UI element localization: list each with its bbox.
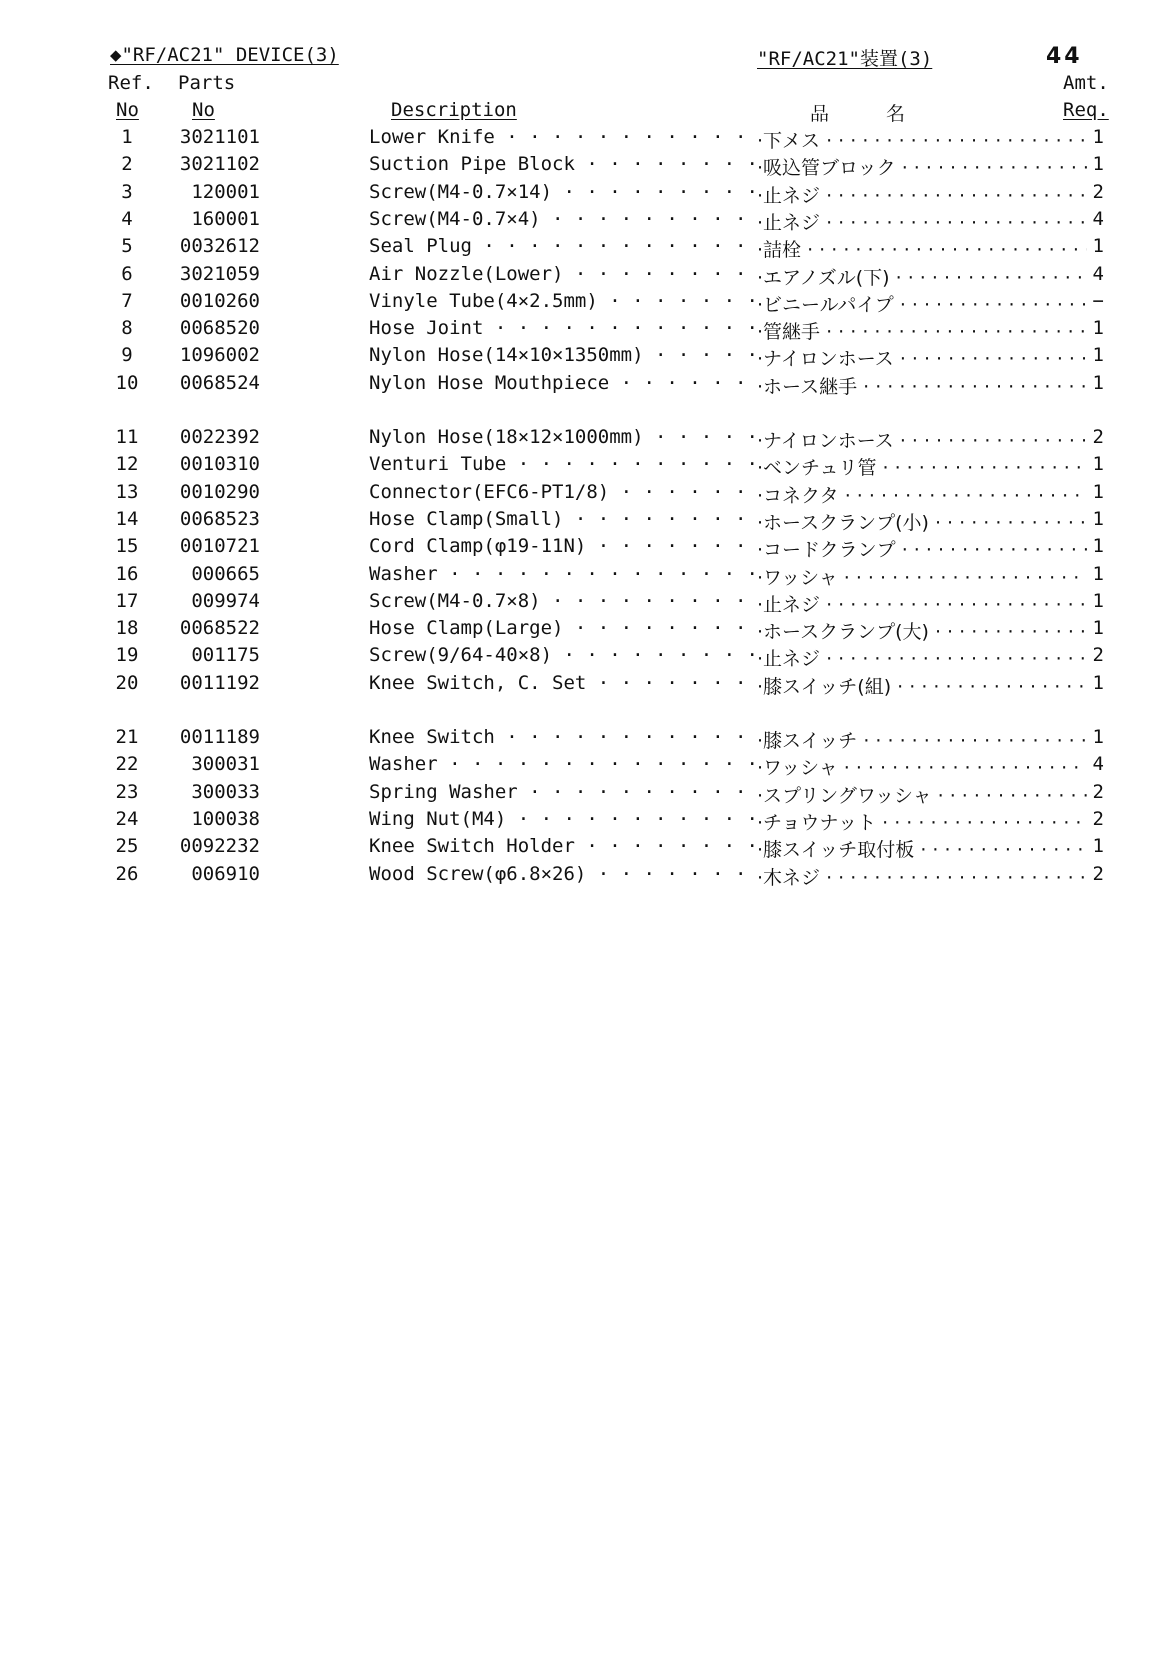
table-row <box>0 726 1175 753</box>
amount-required: 1 <box>1088 481 1104 503</box>
table-row <box>0 453 1175 480</box>
amount-required: 4 <box>1088 753 1104 775</box>
part-number: 0010260 <box>179 289 260 312</box>
part-description: Knee Switch, C. Set · · · <box>369 672 755 694</box>
part-description: Venturi Tube · · · <box>369 453 755 475</box>
part-number: 006910 <box>191 862 260 885</box>
part-name-japanese: · 膝スイッチ取付板 · · · <box>757 835 1087 862</box>
amount-required: 1 <box>1088 344 1104 366</box>
part-name-japanese: · ナイロンホース · · · <box>757 426 1087 453</box>
part-name-japanese: · 止ネジ · · · <box>757 181 1087 208</box>
part-number: 1096002 <box>179 344 260 367</box>
amount-required: 1 <box>1088 235 1104 257</box>
part-name-japanese: · エアノズル(下) · · · <box>757 263 1087 290</box>
part-name-japanese: · 止ネジ · · · <box>757 644 1087 671</box>
part-description: Spring Washer · · · <box>369 781 755 803</box>
ref-number: 3 <box>121 180 133 203</box>
section-title-english: ◆"RF/AC21" DEVICE(3) <box>110 44 339 66</box>
page-number: 44 <box>1046 44 1083 69</box>
part-name-japanese: · 膝スイッチ · · · <box>757 726 1087 753</box>
amount-required: 1 <box>1088 153 1104 175</box>
part-number: 0010721 <box>179 535 260 558</box>
part-description: Screw(9/64-40×8) · · · <box>369 644 755 666</box>
part-description: Hose Clamp(Small) · · · <box>369 508 755 530</box>
ref-number: 23 <box>115 780 139 803</box>
part-name-japanese: · 吸込管ブロック · · · <box>757 153 1087 180</box>
part-description: Washer · · · <box>369 753 755 775</box>
part-name-japanese: · ワッシャ · · · <box>757 563 1087 590</box>
part-name-japanese: · チョウナット · · · <box>757 808 1087 835</box>
part-number: 009974 <box>191 589 260 612</box>
ref-number: 18 <box>115 617 139 640</box>
part-number: 120001 <box>191 180 260 203</box>
part-description: Lower Knife · · · <box>369 126 755 148</box>
amount-required: 1 <box>1088 617 1104 639</box>
part-number: 0010310 <box>179 453 260 476</box>
ref-number: 24 <box>115 807 139 830</box>
ref-number: 12 <box>115 453 139 476</box>
ref-number: 10 <box>115 371 139 394</box>
amount-required: 4 <box>1088 263 1104 285</box>
ref-number: 2 <box>121 153 133 176</box>
part-description: Vinyle Tube(4×2.5mm) · · · <box>369 290 755 312</box>
table-row <box>0 617 1175 644</box>
amount-required: 1 <box>1088 508 1104 530</box>
table-row <box>0 753 1175 780</box>
ref-number: 8 <box>121 317 133 340</box>
part-description: Screw(M4-0.7×14) · · · <box>369 181 755 203</box>
part-name-japanese: · 管継手 · · · <box>757 317 1087 344</box>
table-row <box>0 508 1175 535</box>
table-row <box>0 317 1175 344</box>
part-description: Hose Clamp(Large) · · · <box>369 617 755 639</box>
part-number: 0010290 <box>179 480 260 503</box>
part-name-japanese: · ホースクランプ(大) · · · <box>757 617 1087 644</box>
part-description: Connector(EFC6-PT1/8) · · · <box>369 481 755 503</box>
part-number: 300033 <box>191 780 260 803</box>
table-row <box>0 863 1175 890</box>
amount-required: 1 <box>1088 317 1104 339</box>
part-name-japanese: · コネクタ · · · <box>757 481 1087 508</box>
part-description: Knee Switch · · · <box>369 726 755 748</box>
table-row <box>0 672 1175 699</box>
amount-required: 1 <box>1088 563 1104 585</box>
part-number: 0068523 <box>179 507 260 530</box>
column-header-ref-no: No <box>116 99 139 121</box>
column-header-req: Req. <box>1063 99 1109 121</box>
part-name-japanese: · 止ネジ · · · <box>757 208 1087 235</box>
column-header-description: Description <box>391 99 517 121</box>
table-row <box>0 808 1175 835</box>
section-title-japanese: "RF/AC21"装置(3) <box>757 48 933 70</box>
amount-required: 1 <box>1088 126 1104 148</box>
table-row <box>0 535 1175 562</box>
part-description: Knee Switch Holder · · · <box>369 835 755 857</box>
column-header-amt: Amt. <box>1063 72 1109 94</box>
amount-required: − <box>1088 290 1104 312</box>
part-description: Seal Plug · · · <box>369 235 755 257</box>
table-row <box>0 835 1175 862</box>
table-row <box>0 126 1175 153</box>
part-number: 0068520 <box>179 317 260 340</box>
table-row <box>0 344 1175 371</box>
part-number: 0011192 <box>179 671 260 694</box>
ref-number: 13 <box>115 480 139 503</box>
table-row <box>0 372 1175 399</box>
ref-number: 21 <box>115 726 139 748</box>
part-description: Wing Nut(M4) · · · <box>369 808 755 830</box>
table-row <box>0 563 1175 590</box>
ref-number: 14 <box>115 507 139 530</box>
table-row <box>0 208 1175 235</box>
part-name-japanese: · ビニールパイプ · · · <box>757 290 1087 317</box>
amount-required: 2 <box>1088 426 1104 448</box>
ref-number: 26 <box>115 862 139 885</box>
part-description: Nylon Hose(18×12×1000mm) · · · <box>369 426 755 448</box>
part-number: 000665 <box>191 562 260 585</box>
ref-number: 16 <box>115 562 139 585</box>
ref-number: 7 <box>121 289 133 312</box>
part-number: 0092232 <box>179 835 260 858</box>
part-name-japanese: · 膝スイッチ(組) · · · <box>757 672 1087 699</box>
ref-number: 25 <box>115 835 139 858</box>
column-header-japanese-name: 品 名 <box>810 103 906 125</box>
part-name-japanese: · ベンチュリ管 · · · <box>757 453 1087 480</box>
part-number: 300031 <box>191 753 260 776</box>
part-description: Suction Pipe Block · · · <box>369 153 755 175</box>
part-number: 100038 <box>191 807 260 830</box>
ref-number: 1 <box>121 126 133 148</box>
part-description: Screw(M4-0.7×8) · · · <box>369 590 755 612</box>
amount-required: 2 <box>1088 181 1104 203</box>
ref-number: 17 <box>115 589 139 612</box>
table-row <box>0 426 1175 453</box>
ref-number: 5 <box>121 235 133 258</box>
part-name-japanese: · ホースクランプ(小) · · · <box>757 508 1087 535</box>
part-name-japanese: · スプリングワッシャ · · · <box>757 781 1087 808</box>
amount-required: 2 <box>1088 808 1104 830</box>
amount-required: 1 <box>1088 372 1104 394</box>
column-header-parts: Parts <box>178 72 236 94</box>
column-header-ref: Ref. <box>108 72 154 94</box>
table-row <box>0 290 1175 317</box>
part-description: Hose Joint · · · <box>369 317 755 339</box>
part-number: 001175 <box>191 644 260 667</box>
amount-required: 1 <box>1088 835 1104 857</box>
amount-required: 1 <box>1088 535 1104 557</box>
part-description: Air Nozzle(Lower) · · · <box>369 263 755 285</box>
table-row <box>0 235 1175 262</box>
ref-number: 15 <box>115 535 139 558</box>
amount-required: 1 <box>1088 726 1104 748</box>
ref-number: 6 <box>121 262 133 285</box>
part-number: 0011189 <box>179 726 260 748</box>
part-name-japanese: · ワッシャ · · · <box>757 753 1087 780</box>
part-number: 0032612 <box>179 235 260 258</box>
part-number: 0068524 <box>179 371 260 394</box>
amount-required: 4 <box>1088 208 1104 230</box>
part-description: Screw(M4-0.7×4) · · · <box>369 208 755 230</box>
part-number: 3021059 <box>179 262 260 285</box>
table-row <box>0 590 1175 617</box>
table-row <box>0 263 1175 290</box>
amount-required: 1 <box>1088 672 1104 694</box>
table-row <box>0 153 1175 180</box>
part-number: 3021102 <box>179 153 260 176</box>
amount-required: 1 <box>1088 590 1104 612</box>
part-description: Washer · · · <box>369 563 755 585</box>
ref-number: 19 <box>115 644 139 667</box>
ref-number: 4 <box>121 207 133 230</box>
part-name-japanese: · 下メス · · · <box>757 126 1087 153</box>
ref-number: 9 <box>121 344 133 367</box>
part-name-japanese: · 止ネジ · · · <box>757 590 1087 617</box>
part-number: 3021101 <box>179 126 260 148</box>
part-name-japanese: · 木ネジ · · · <box>757 863 1087 890</box>
amount-required: 2 <box>1088 781 1104 803</box>
part-number: 160001 <box>191 207 260 230</box>
part-name-japanese: · ナイロンホース · · · <box>757 344 1087 371</box>
part-number: 0022392 <box>179 426 260 448</box>
part-number: 0068522 <box>179 617 260 640</box>
table-row <box>0 781 1175 808</box>
table-row <box>0 181 1175 208</box>
table-row <box>0 644 1175 671</box>
part-name-japanese: · 詰栓 · · · <box>757 235 1087 262</box>
part-description: Cord Clamp(φ19-11N) · · · <box>369 535 755 557</box>
table-row <box>0 481 1175 508</box>
ref-number: 20 <box>115 671 139 694</box>
ref-number: 11 <box>115 426 139 448</box>
part-description: Nylon Hose Mouthpiece · · · <box>369 372 755 394</box>
part-name-japanese: · ホース継手 · · · <box>757 372 1087 399</box>
column-header-parts-no: No <box>192 99 215 121</box>
amount-required: 2 <box>1088 863 1104 885</box>
part-description: Nylon Hose(14×10×1350mm) · · · <box>369 344 755 366</box>
ref-number: 22 <box>115 753 139 776</box>
amount-required: 2 <box>1088 644 1104 666</box>
amount-required: 1 <box>1088 453 1104 475</box>
part-name-japanese: · コードクランプ · · · <box>757 535 1087 562</box>
part-description: Wood Screw(φ6.8×26) · · · <box>369 863 755 885</box>
